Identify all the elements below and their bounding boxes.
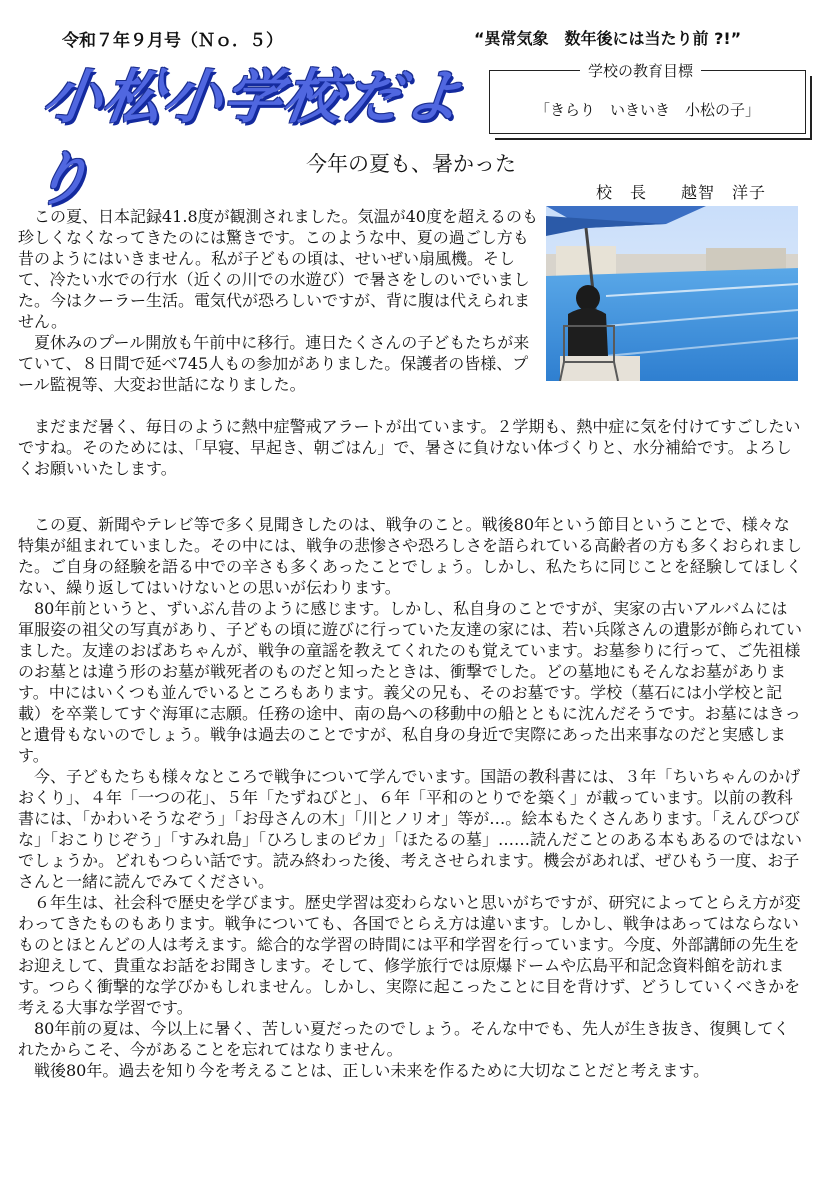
paragraph: まだまだ暑く、毎日のように熱中症警戒アラートが出ています。２学期も、熱中症に気を付けてすごしたいですね。そのためには、「早寝、早起き、朝ごはん」で、暑さに負けない体づくりと、水分補給です。よろしくお願いいたします。 [18, 417, 801, 478]
main-paragraphs [18, 514, 802, 1081]
paragraph: 戦後80年。過去を知り今を考えることは、正しい未来を作るために大切なことだと考えます。 [34, 1061, 710, 1080]
paragraph: この夏、日本記録41.8度が観測されました。気温が40度を超えるのも珍しくなくなってきたのには驚きです。このような中、夏の過ごし方も昔のようにはいきません。私が子どもの頃は、せいぜい扇風機。そして、冷たい水での行水（近くの川での水遊び）で暑さをしのいでいました。今はクーラー生活。電気代が恐ろしいですが、背に腹は代えられません。 [18, 207, 538, 331]
goal-label: 学校の教育目標 [580, 60, 701, 81]
pool-photo [546, 206, 798, 381]
catchphrase: “異常気象 数年後には当たり前 ?!” [474, 29, 742, 48]
paragraph: 今、子どもたちも様々なところで戦争について学んでいます。国語の教科書には、３年「ちいちゃんのかげおくり」、４年「一つの花」、５年「たずねびと」、６年「平和のとりでを築く」が載っています。以前の教科書には、「かわいそうなぞう」「お母さんの木」「川とノリオ」等が…。絵本もたくさんあります。「えんぴつびな」「おこりじぞう」「すみれ島」「ひろしまのピカ」「ほたるの墓」……読んだことのある本もあるのではないでしょうか。どれもつらい話です。読み終わった後、考えさせられます。機会があれば、ぜひもう一度、お子さんと一緒に読んでみてください。 [18, 767, 803, 891]
wide-paragraph [18, 416, 802, 479]
author: 校 長 越智 洋子 [596, 183, 767, 202]
paragraph: 夏休みのプール開放も午前中に移行。連日たくさんの子どもたちが来ていて、８日間で延べ745人もの参加がありました。保護者の皆様、プール監視等、大変お世話になりました。 [18, 333, 530, 394]
side-paragraphs-2 [18, 332, 538, 395]
newsletter-title: 小松小学校だより [27, 63, 469, 213]
paragraph: この夏、新聞やテレビ等で多く見聞きしたのは、戦争のこと。戦後80年という節目ということで、様々な特集が組まれていました。その中には、戦争の悲惨さや恐ろしさを語られている高齢者の方も多くおられました。ご自身の経験を語る中での辛さも多くあったことでしょう。しかし、私たちに同じことを経験してほしくない、繰り返してはいけないとの思いが伝わります。 [18, 515, 803, 597]
paragraph: 80年前というと、ずいぶん昔のように感じます。しかし、私自身のことですが、実家の古いアルバムには軍服姿の祖父の写真があり、子どもの頃に遊びに行っていた友達の家には、若い兵隊さんの遺影が飾られていました。友達のおばあちゃんが、戦争の童謡を教えてくれたのも覚えています。お墓参りに行って、ご先祖様のお墓とは違う形のお墓が戦死者のものだと知ったときは、衝撃でした。どの墓地にもそんなお墓があります。中にはいくつも並んでいるところもあります。義父の兄も、そのお墓です。学校（墓石には小学校と記載）を卒業してすぐ海軍に志願。任務の途中、南の島への移動中の船とともに沈んだそうです。お墓にはきっと遺骨もないのでしょう。戦争は過去のことですが、私自身の身近で実際にあった出来事なのだと実感します。 [18, 599, 803, 765]
article-title: 今年の夏も、暑かった [306, 152, 516, 176]
paragraph: ６年生は、社会科で歴史を学びます。歴史学習は変わらないと思いがちですが、研究によってとらえ方が変わってきたものもあります。戦争についても、各国でとらえ方は違います。しかし、戦争はあってはならないものとほとんどの人は考えます。総合的な学習の時間には平和学習を行っています。今度、外部講師の先生をお迎えして、貴重なお話をお聞きします。そして、修学旅行では原爆ドームや広島平和記念資料館を訪れます。つらく衝撃的な学びかもしれません。しかし、実際に起こったことに目を背けず、どうしていくべきかを考える大事な学習です。 [18, 893, 801, 1017]
paragraph: 80年前の夏は、今以上に暑く、苦しい夏だったのでしょう。そんな中でも、先人が生き抜き、復興してくれたからこそ、今があることを忘れてはなりません。 [18, 1019, 790, 1059]
side-paragraphs [18, 206, 538, 332]
pool-photo-image [546, 206, 798, 381]
issue-number: 令和７年９月号（Ｎｏ．５） [62, 31, 283, 51]
goal-text: 「きらり いきいき 小松の子」 [534, 101, 760, 119]
education-goal-box [489, 62, 806, 134]
